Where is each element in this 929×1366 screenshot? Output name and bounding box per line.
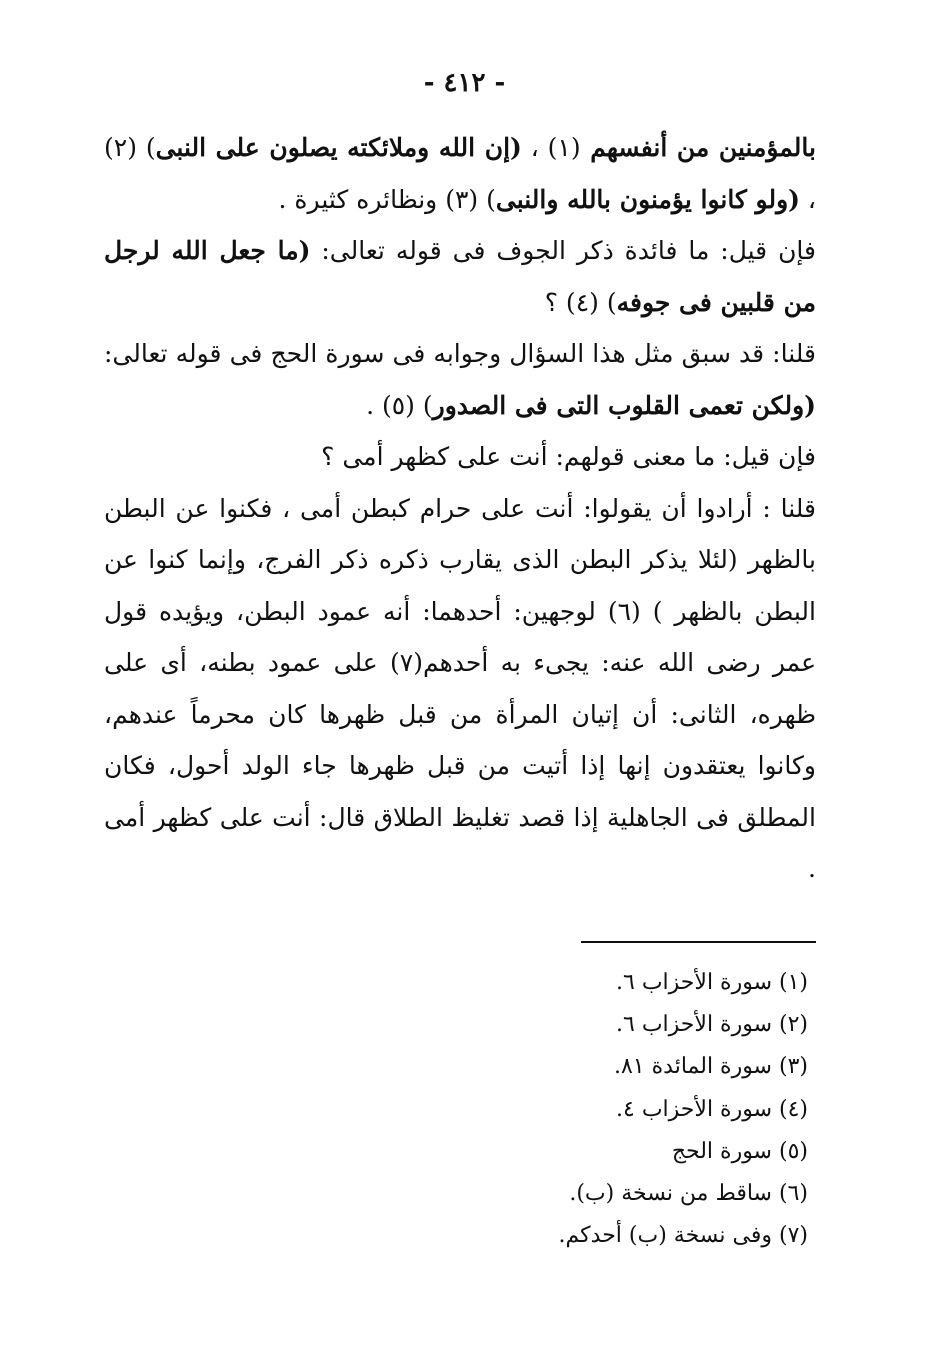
footnote: (٣) سورة المائدة ٨١.: [613, 1054, 808, 1080]
text-segment: ) (٣) ونظائره كثيرة .: [278, 184, 496, 214]
paragraph: [104, 328, 816, 431]
paragraph: [104, 431, 816, 483]
quran-quote: (إن الله وملائكته يصلون على النبى: [155, 133, 522, 162]
footnote: (٦) ساقط من نسخة (ب).: [569, 1181, 808, 1207]
footnote: (١) سورة الأحزاب ٦.: [616, 970, 808, 995]
text-segment: قلنا: قد سبق مثل هذا السؤال وجوابه فى سورة الحج فى قوله تعالى:: [104, 339, 816, 368]
footnote: (٧) وفى نسخة (ب) أحدكم.: [558, 1223, 808, 1249]
text-segment: فإن قيل: ما معنى قولهم: أنت على كظهر أمى ؟: [321, 442, 816, 471]
text-segment: قلنا : أرادوا أن يقولوا: أنت على حرام كبطن أمى ، فكنوا عن البطن بالظهر (لئلا يذكر البطن الذى يقارب ذكره ذكر الفرج، وإنما كنوا عن البطن بالظهر ) (٦) لوجهين: أحدهما: أنه عمود البطن، ويؤيده قول عمر رضى الله عنه: يجىء به أحدهم(٧) على عمود بطنه، أى على ظهره، الثانى: أن إتيان المرأة من قبل ظهرها كان محرماً عندهم، وكانوا يعتقدون إنها إذا أتيت من قبل ظهرها جاء الولد أحول، فكان المطلق فى الجاهلية إذا قصد تغليظ الطلاق قال: أنت على كظهر أمى .: [104, 493, 816, 883]
text-segment: ) (٤) ؟: [544, 287, 617, 317]
footnote: (٥) سورة الحج: [671, 1138, 808, 1164]
paragraph: [104, 225, 816, 328]
text-segment: فإن قيل: ما فائدة ذكر الجوف فى قوله تعالى:: [310, 236, 817, 265]
paragraph: [104, 122, 816, 225]
quran-quote: بالمؤمنين من أنفسهم: [580, 133, 816, 162]
footnotes-list: [430, 962, 808, 1257]
quran-quote: (ما جعل الله لرجل من قلبين فى جوفه: [104, 236, 816, 317]
quran-quote: (ولو كانوا يؤمنون بالله والنبى: [495, 184, 800, 214]
text-segment: ) (٥) .: [366, 390, 433, 420]
footnote: (٤) سورة الأحزاب ٤.: [616, 1096, 808, 1122]
text-segment: ) (٢) ،: [104, 133, 816, 214]
quran-quote: (ولكن تعمى القلوب التى فى الصدور: [432, 390, 816, 420]
text-segment: (١) ،: [521, 133, 581, 162]
footnote: (٢) سورة الأحزاب ٦.: [616, 1012, 808, 1038]
page-number: - ٤١٢ -: [423, 68, 506, 98]
footnote-divider: [581, 941, 816, 943]
body-text: [104, 122, 816, 895]
paragraph: [104, 483, 816, 895]
